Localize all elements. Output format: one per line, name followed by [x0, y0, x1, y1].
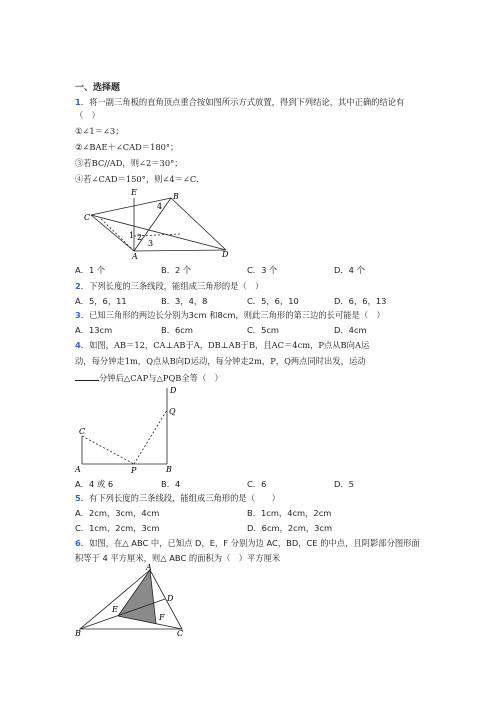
q1-label-3: 3	[148, 239, 154, 248]
question-5-text: 有下列长度的三条线段，能组成三角形的是（ ）	[89, 493, 280, 503]
question-4-text-line3: 分钟后△CAP与△PQB全等（ ）	[99, 373, 223, 383]
q4-option-c[interactable]: C．6	[247, 479, 267, 489]
q1-statement-2: ②∠BAE＋∠CAD＝180°；	[75, 142, 179, 152]
q1-option-c[interactable]: C．3 个	[247, 265, 278, 275]
q3-option-a[interactable]: A．13cm	[75, 325, 113, 335]
question-2-text: 下列长度的三条线段，能组成三角形的是（ ）	[89, 281, 264, 291]
question-1-text: 将一副三角板的直角顶点重合按如图所示方式放置，得到下列结论，其中正确的结论有	[89, 97, 405, 107]
q5-option-b[interactable]: B．1cm，4cm，2cm	[247, 508, 332, 518]
question-2-stem	[75, 281, 263, 292]
q1-option-b[interactable]: B．2 个	[161, 265, 192, 275]
q1-triangle-figure	[80, 188, 240, 260]
question-3-text: 已知三角形的两边长分别为3cm 和8cm，则此三角形的第三边的长可能是（ ）	[89, 310, 385, 320]
q1-statement-4: ④若∠CAD＝150°，则∠4＝∠C．	[75, 174, 205, 184]
q5-option-c[interactable]: C．1cm，2cm，3cm	[75, 523, 160, 533]
q1-label-e: E	[131, 188, 137, 197]
q6-figure	[72, 564, 200, 640]
question-5-stem	[75, 493, 280, 504]
q6-label-d: D	[167, 594, 174, 603]
q6-label-c: C	[177, 629, 184, 638]
q4-label-q: Q	[169, 407, 176, 416]
q3-option-c[interactable]: C．5cm	[247, 325, 280, 335]
q1-label-2: 2	[137, 233, 143, 242]
question-1-paren: （ ）	[75, 110, 100, 120]
section-title: 一、选择题	[75, 83, 121, 93]
question-3-number: 3．	[75, 310, 90, 320]
question-1-number: 1．	[75, 97, 90, 107]
question-1-stem	[75, 97, 404, 108]
q4-figure	[72, 384, 182, 474]
question-4-text-line2: 动，每分钟走1m，Q点从B向D运动，每分钟走2m，P，Q两点同时出发，运动	[75, 356, 366, 366]
question-6-stem-line1	[75, 538, 420, 549]
q4-option-d[interactable]: D．5	[334, 479, 354, 489]
q6-label-f: F	[159, 613, 165, 622]
q2-option-c[interactable]: C．5，6，10	[247, 296, 299, 306]
q2-option-d[interactable]: D．6，6，13	[334, 296, 387, 306]
q1-label-b: B	[173, 192, 179, 201]
q2-option-b[interactable]: B．3，4，8	[161, 296, 208, 306]
question-4-line3	[75, 372, 223, 384]
q4-option-a[interactable]: A．4 或 6	[75, 479, 114, 489]
q4-answer-blank[interactable]	[75, 372, 99, 381]
q4-label-p: P	[131, 466, 137, 474]
q5-option-d[interactable]: D．6cm，2cm，3cm	[247, 523, 333, 533]
question-4-text-line1: 如图，AB＝12，CA⊥AB于A，DB⊥AB于B，且AC＝4cm，P点从B向A运	[89, 340, 370, 350]
q1-label-d: D	[222, 250, 229, 259]
q1-label-1: 1	[129, 231, 135, 240]
q6-shaded-region	[118, 570, 156, 624]
q4-label-a: A	[75, 465, 81, 474]
q1-label-a: A	[132, 252, 138, 260]
q6-label-a: A	[146, 564, 152, 572]
question-6-number: 6．	[75, 538, 90, 548]
q4-label-d: D	[170, 386, 177, 395]
q1-statement-1: ①∠1＝∠3；	[75, 126, 124, 136]
q4-label-b: B	[166, 465, 172, 474]
question-5-number: 5．	[75, 493, 90, 503]
q3-option-b[interactable]: B．6cm	[161, 325, 193, 335]
q1-option-a[interactable]: A．1 个	[75, 265, 106, 275]
q6-label-e: E	[112, 605, 118, 614]
q1-line-ad	[134, 250, 226, 251]
question-3-stem	[75, 310, 385, 321]
q4-label-c: C	[79, 427, 86, 436]
q3-option-d[interactable]: D．4cm	[334, 325, 367, 335]
question-2-number: 2．	[75, 281, 90, 291]
q1-statement-3: ③若BC//AD，则∠2＝30°；	[75, 158, 183, 168]
question-6-text-line2: 积等于 4 平方厘米，则△ ABC 的面积为（ ）平方厘米	[75, 553, 281, 563]
q1-option-d[interactable]: D．4 个	[334, 265, 365, 275]
q1-label-4: 4	[157, 202, 163, 211]
q4-option-b[interactable]: B．4	[161, 479, 181, 489]
question-4-stem-line1	[75, 340, 369, 351]
q1-line-cd	[91, 215, 226, 250]
q1-line-bd	[171, 198, 226, 250]
q6-label-b: B	[75, 629, 81, 638]
question-6-text-line1: 如图，在△ ABC 中，已知点 D，E，F 分别为边 AC，BD，CE 的中点，且阴影部分图形面	[89, 538, 420, 548]
q1-label-c: C	[84, 213, 91, 222]
q2-option-a[interactable]: A．5，6，11	[75, 296, 127, 306]
question-4-number: 4．	[75, 340, 90, 350]
q5-option-a[interactable]: A．2cm，3cm，4cm	[75, 508, 160, 518]
